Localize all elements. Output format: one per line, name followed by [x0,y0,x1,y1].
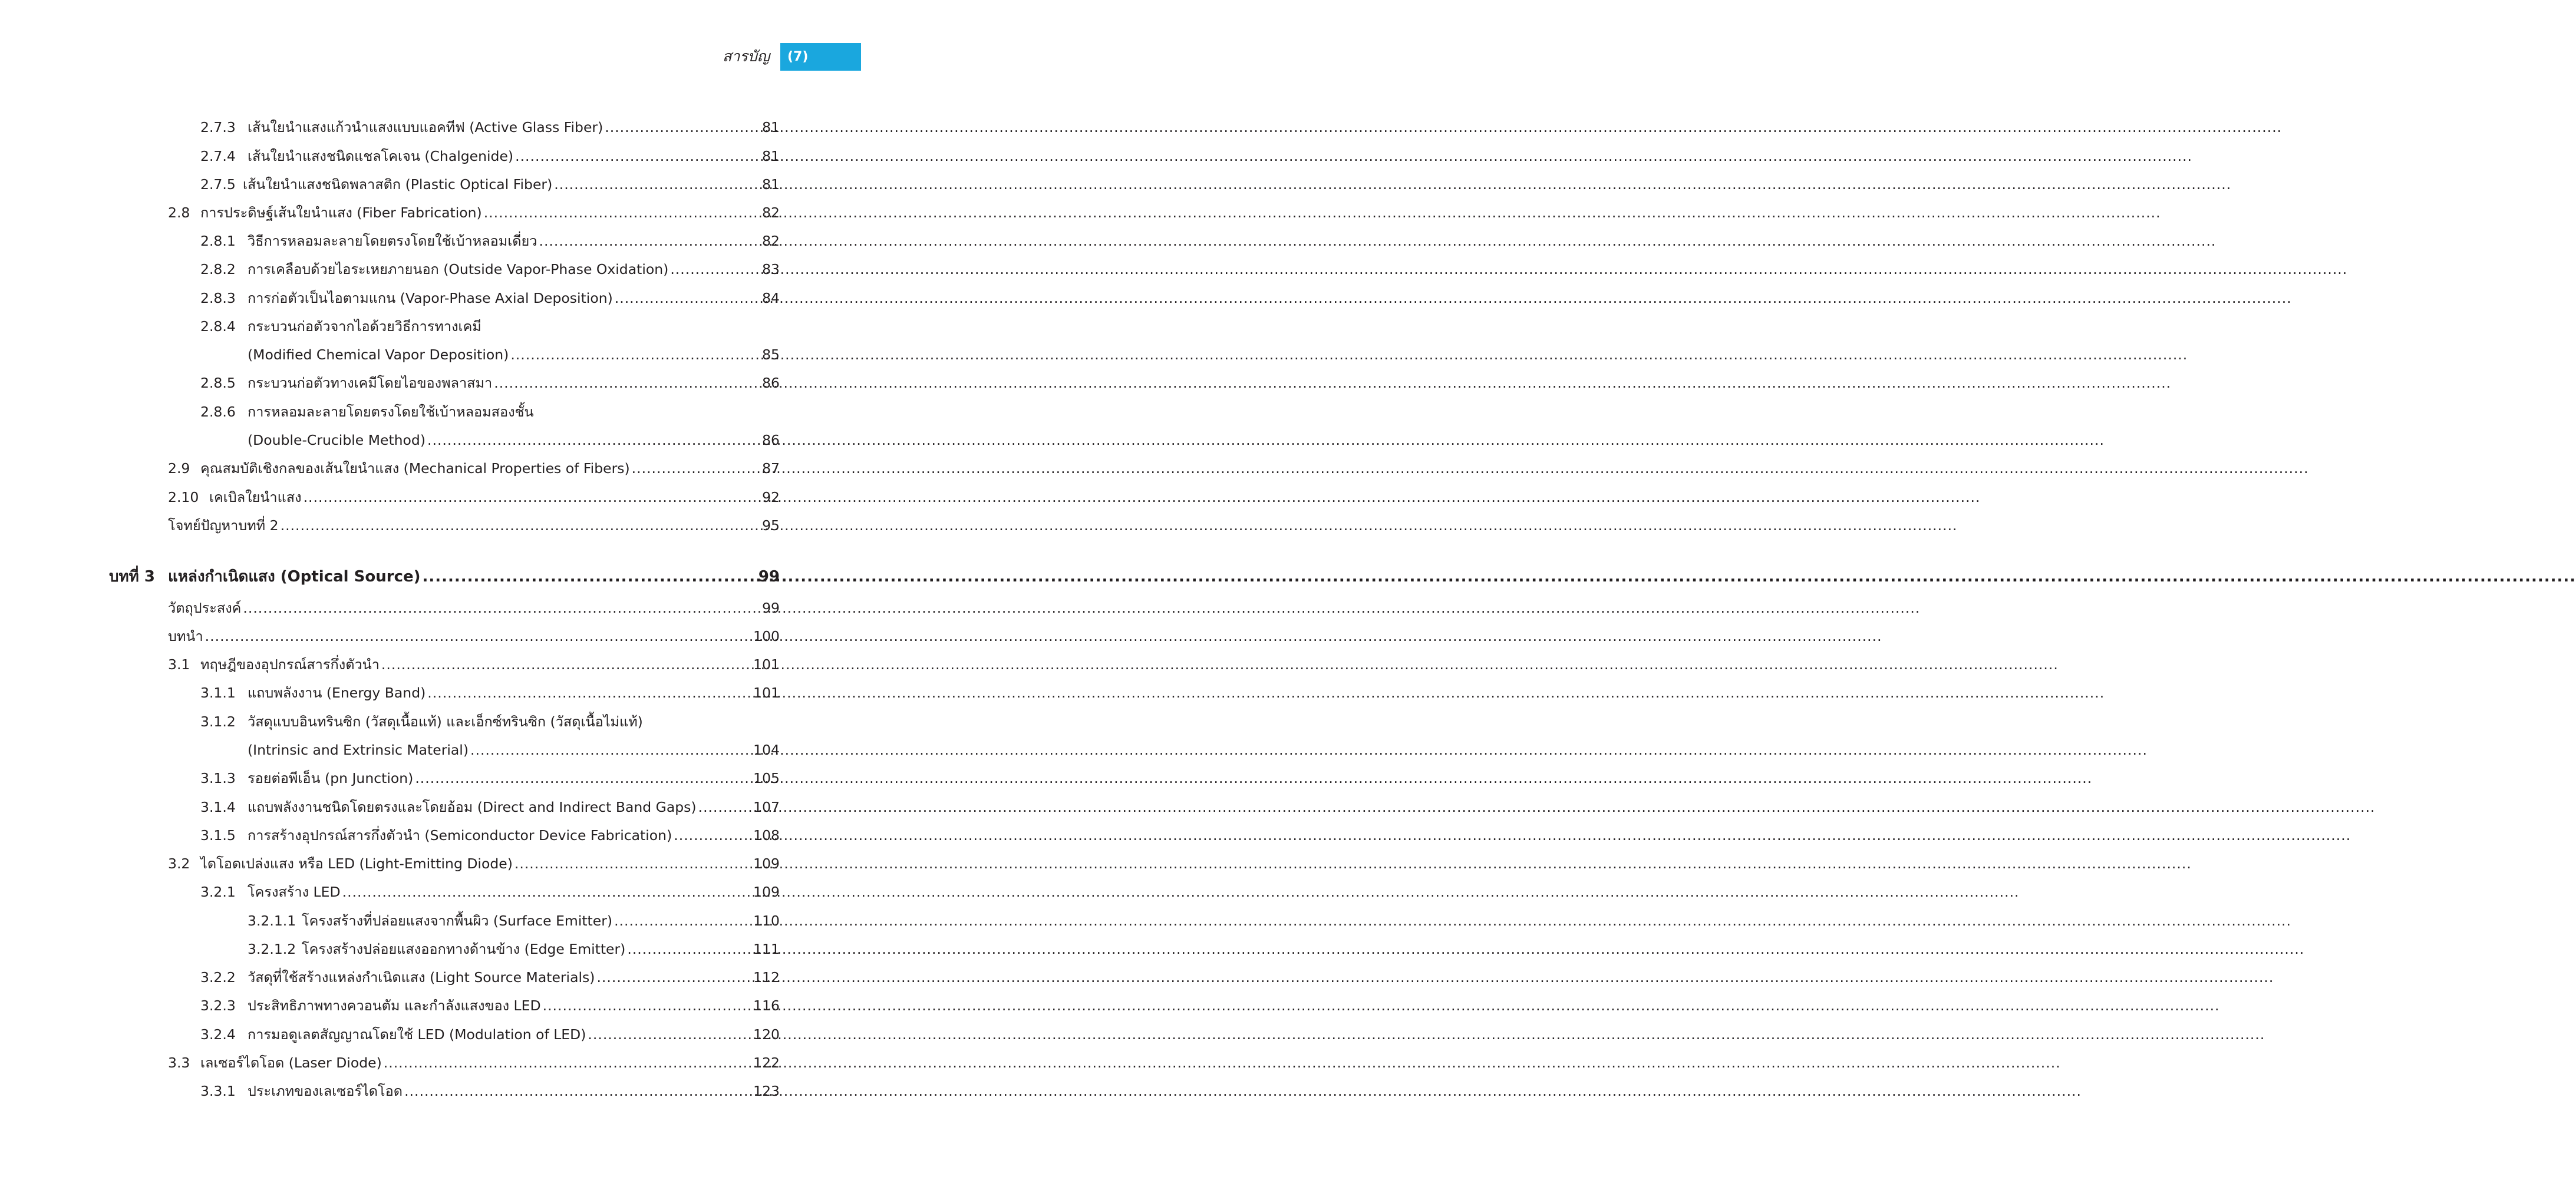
toc-entry-number: 2.8.5 [200,375,236,391]
toc-entry-continuation [248,345,780,365]
toc-entry-title: ประเภทของเลเซอร์ไดโอด [248,1083,403,1099]
toc-entry-page: 109 [753,884,780,900]
toc-entry [200,967,780,987]
dot-leader [494,373,760,393]
toc-entry [200,797,780,817]
page-number-badge: (7) [780,43,861,71]
toc-entry-title: (Double-Crucible Method) [248,432,426,448]
toc-entry-title: ทฤษฎีของอุปกรณ์สารกึ่งตัวนำ [200,656,380,673]
toc-entry-page: 123 [753,1083,780,1099]
toc-entry [200,288,780,308]
toc-entry-title: แถบพลังงานชนิดโดยตรงและโดยอ้อม (Direct and Indirect Band Gaps) [248,799,697,815]
dot-leader [588,1024,751,1044]
toc-entry [200,1081,780,1101]
toc-entry-page: 82 [762,233,780,249]
toc-entry [200,316,780,336]
dot-leader [342,882,751,902]
dot-leader [698,797,751,817]
toc-entry-number: 2.9 [168,460,190,477]
toc-entry-title: รอยต่อพีเอ็น (pn Junction) [248,770,414,786]
dot-leader [539,231,760,251]
toc-entry [248,911,780,931]
toc-chapter-title: แหล่งกำเนิดแสง (Optical Source) [168,568,421,586]
dot-leader [614,911,751,931]
toc-entry-title: บทนำ [168,628,203,644]
dot-leader [514,854,751,874]
toc-entry [200,825,780,845]
toc-entry [200,882,780,902]
dot-leader [205,626,751,646]
toc-entry-title: เส้นใยนำแสงชนิดพลาสติก (Plastic Optical Fiber) [243,176,553,193]
toc-entry-page: 84 [762,290,780,306]
toc-entry-title: เคเบิลใยนำแสง [209,489,302,505]
toc-entry-page: 92 [762,489,780,505]
toc-entry [200,712,780,732]
toc-entry [200,402,780,422]
toc-entry-title: เส้นใยนำแสงชนิดแชลโคเจน (Chalgenide) [248,148,514,164]
toc-entry-title: เส้นใยนำแสงแก้วนำแสงแบบแอคทีฟ (Active Glass Fiber) [248,119,603,135]
dot-leader [470,740,751,760]
toc-entry-number: 2.8.3 [200,290,236,306]
dot-leader [243,598,760,618]
dot-leader [415,768,751,788]
dot-leader [554,174,760,194]
toc-entry [200,996,780,1016]
dot-leader [596,967,751,987]
dot-leader [670,259,760,279]
dot-leader [404,1081,751,1101]
toc-entry [200,146,780,166]
toc-entry-page: 104 [753,742,780,758]
toc-entry-number: 3.3 [168,1055,190,1071]
toc-chapter-page: 99 [758,568,780,586]
toc-entry-page: 110 [753,913,780,929]
toc-entry-page: 82 [762,204,780,221]
toc-entry-number: 3.2.3 [200,997,236,1014]
toc-entry [168,626,780,646]
dot-leader [605,117,760,137]
toc-entry-page: 86 [762,375,780,391]
toc-entry-title: โจทย์ปัญหาบทที่ 2 [168,517,279,534]
toc-entry-title: (Modified Chemical Vapor Deposition) [248,346,509,363]
dot-leader [427,430,760,450]
toc-entry-title: วัสดุแบบอินทรินซิก (วัสดุเนื้อแท้) และเอ็กซ์ทรินซิก (วัสดุเนื้อไม่แท้) [248,713,643,730]
toc-entry-title: โครงสร้างปล่อยแสงออกทางด้านข้าง (Edge Emitter) [302,941,626,957]
toc-entry [248,939,780,959]
dot-leader [384,1053,751,1073]
toc-entry-number: 3.2 [168,855,190,872]
toc-entry-title: การเคลือบด้วยไอระเหยภายนอก (Outside Vapor-Phase Oxidation) [248,261,669,277]
toc-entry-title: วิธีการหลอมละลายโดยตรงโดยใช้เบ้าหลอมเดี่ยว [248,233,537,249]
dot-leader [423,567,756,587]
toc-entry-page: 120 [753,1026,780,1043]
page-header [0,43,861,71]
toc-entry-number: 3.2.4 [200,1026,236,1043]
toc-entry-page: 108 [753,827,780,844]
toc-entry-title: แถบพลังงาน (Energy Band) [248,685,426,701]
toc-entry-page: 100 [753,628,780,644]
toc-entry-page: 116 [753,997,780,1014]
toc-entry-title: การมอดูเลตสัญญาณโดยใช้ LED (Modulation of LED) [248,1026,586,1043]
dot-leader [381,654,751,675]
toc-entry-page: 83 [762,261,780,277]
toc-entry [200,373,780,393]
toc-entry-number: 3.1.4 [200,799,236,815]
toc-entry-number: 2.8.6 [200,404,236,420]
toc-entry-page: 95 [762,517,780,534]
toc-entry-page: 81 [762,148,780,164]
toc-entry-number: 2.8 [168,204,190,221]
toc-entry-title: ไดโอดเปล่งแสง หรือ LED (Light-Emitting Diode) [200,855,513,872]
toc-entry [168,458,780,478]
toc-entry-number: 2.8.4 [200,318,236,335]
toc-entry-page: 85 [762,346,780,363]
toc-entry-number: 2.10 [168,489,199,505]
toc-entry-continuation [248,430,780,450]
toc-entry-page: 107 [753,799,780,815]
toc-entry-number: 2.7.5 [200,176,236,193]
toc-entry-title: คุณสมบัติเชิงกลของเส้นใยนำแสง (Mechanical Properties of Fibers) [200,460,630,477]
toc-entry-page: 109 [753,855,780,872]
toc-entry-number: 2.8.2 [200,261,236,277]
dot-leader [627,939,751,959]
toc-entry-page: 81 [762,176,780,193]
toc-entry [168,203,780,223]
toc-chapter-entry [109,567,780,587]
dot-leader [615,288,760,308]
toc-entry [168,654,780,675]
toc-entry [168,487,780,507]
toc-entry [200,174,780,194]
dot-leader [427,683,751,703]
toc-entry-title: การหลอมละลายโดยตรงโดยใช้เบ้าหลอมสองชั้น [248,404,534,420]
toc-entry-title: การก่อตัวเป็นไอตามแกน (Vapor-Phase Axial Deposition) [248,290,613,306]
toc-entry-number: 3.2.1 [200,884,236,900]
toc-entry [200,1024,780,1044]
running-header-title: สารบัญ [723,48,770,65]
toc-entry-title: เลเซอร์ไดโอด (Laser Diode) [200,1055,382,1071]
toc-entry-page: 111 [753,941,780,957]
toc-entry-title: โครงสร้างที่ปล่อยแสงจากพื้นผิว (Surface Emitter) [302,913,613,929]
toc-entry-title: วัตถุประสงค์ [168,600,242,616]
toc-entry-page: 122 [753,1055,780,1071]
dot-leader [510,345,760,365]
toc-entry-number: 3.1.3 [200,770,236,786]
toc-entry [168,854,780,874]
toc-entry-page: 105 [753,770,780,786]
toc-entry-title: (Intrinsic and Extrinsic Material) [248,742,469,758]
dot-leader [515,146,760,166]
dot-leader [543,996,751,1016]
dot-leader [304,487,760,507]
toc-entry [168,1053,780,1073]
toc-entry [200,117,780,137]
toc-entry-title: โครงสร้าง LED [248,884,341,900]
toc-entry-number: 3.1.2 [200,713,236,730]
toc-entry-page: 99 [762,600,780,616]
dot-leader [632,458,760,478]
toc-entry-number: 3.1.5 [200,827,236,844]
toc-entry-number: 2.8.1 [200,233,236,249]
toc-entry-page: 101 [753,685,780,701]
toc-entry-title: การสร้างอุปกรณ์สารกึ่งตัวนำ (Semiconductor Device Fabrication) [248,827,672,844]
toc-entry [168,515,780,536]
toc-entry-number: 2.7.3 [200,119,236,135]
dot-leader [674,825,751,845]
toc-entry-continuation [248,740,780,760]
toc-entry-number: 3.2.1.1 [248,913,296,929]
toc-entry [200,259,780,279]
toc-entry-page: 81 [762,119,780,135]
toc-entry-page: 101 [753,656,780,673]
dot-leader [281,515,760,536]
toc-chapter-number: บทที่ 3 [109,568,155,586]
toc-entry-number: 3.2.2 [200,969,236,986]
toc-entry-title: การประดิษฐ์เส้นใยนำแสง (Fiber Fabrication) [200,204,482,221]
toc-entry-page: 87 [762,460,780,477]
toc-entry-page: 112 [753,969,780,986]
toc-entry-number: 3.2.1.2 [248,941,296,957]
toc-entry [200,231,780,251]
dot-leader [484,203,760,223]
toc-entry-title: กระบวนก่อตัวจากไอด้วยวิธีการทางเคมี [248,318,481,335]
toc-entry-number: 3.1 [168,656,190,673]
toc-entry [200,683,780,703]
toc-entry-number: 3.1.1 [200,685,236,701]
toc-entry [200,768,780,788]
toc-entry-title: กระบวนก่อตัวทางเคมีโดยไอของพลาสมา [248,375,493,391]
toc-entry-number: 2.7.4 [200,148,236,164]
toc-entry [168,598,780,618]
toc-entry-title: วัสดุที่ใช้สร้างแหล่งกำเนิดแสง (Light Source Materials) [248,969,595,986]
toc-entry-title: ประสิทธิภาพทางควอนตัม และกำลังแสงของ LED [248,997,541,1014]
toc-entry-page: 86 [762,432,780,448]
toc-entry-number: 3.3.1 [200,1083,236,1099]
